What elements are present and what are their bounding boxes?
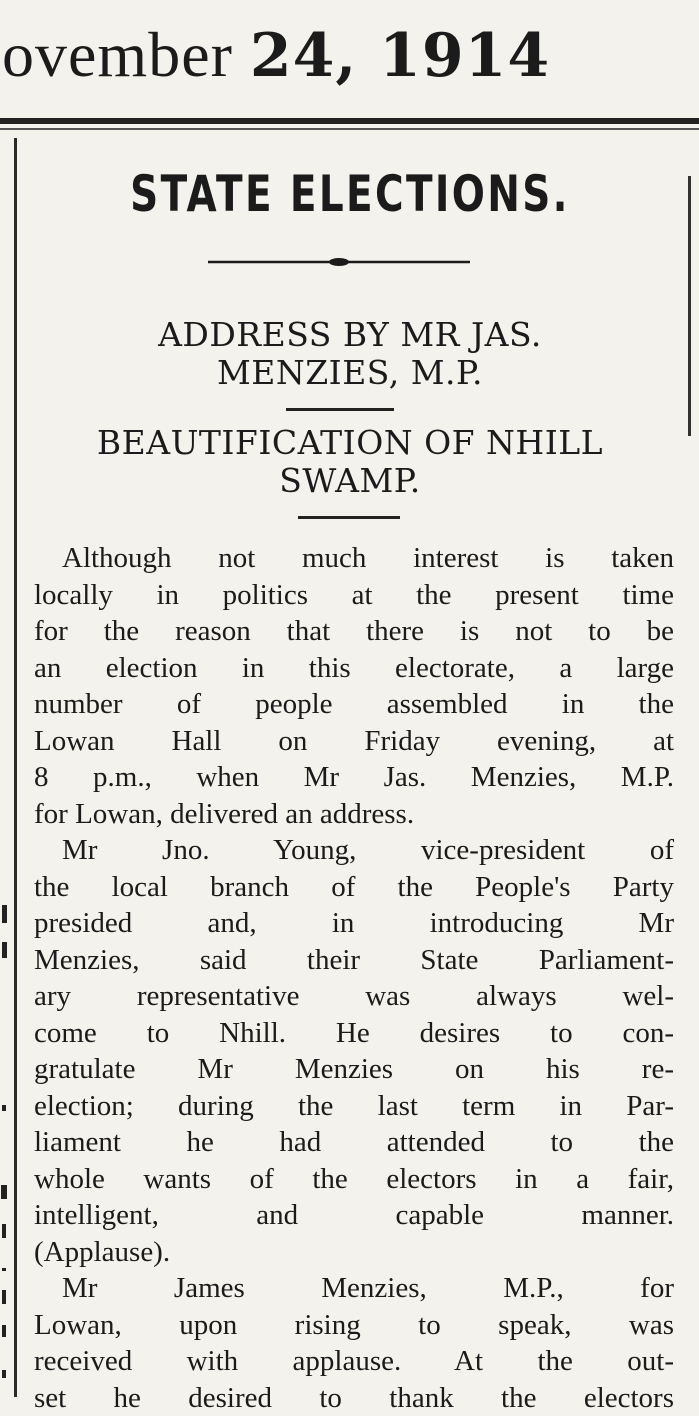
text-line: the local branch of the People's Party <box>34 869 674 906</box>
text-line: intelligent, and capable manner. <box>34 1197 674 1234</box>
text-line: number of people assembled in the <box>34 686 674 723</box>
text-line: (Applause). <box>34 1234 674 1271</box>
column-divider-left <box>14 138 17 1397</box>
text-line: presided and, in introducing Mr <box>34 905 674 942</box>
subheading-beautification-line: SWAMP. <box>40 462 660 500</box>
article-body <box>34 540 674 1416</box>
text-line: come to Nhill. He desires to con- <box>34 1015 674 1052</box>
date-day-year: 24, 1914 <box>250 21 550 91</box>
text-line: an election in this electorate, a large <box>34 650 674 687</box>
text-line: Mr Jno. Young, vice-president of <box>34 832 674 869</box>
column-divider-right <box>688 176 691 436</box>
subheading-beautification-line: BEAUTIFICATION OF NHILL <box>40 424 660 462</box>
article-headline: STATE ELECTIONS. <box>100 165 599 223</box>
subheading-address <box>40 316 660 392</box>
text-line: election; during the last term in Par- <box>34 1088 674 1125</box>
text-line: locally in politics at the present time <box>34 577 674 614</box>
text-line: set he desired to thank the electors <box>34 1380 674 1416</box>
masthead-date <box>2 18 692 92</box>
paragraph-1 <box>34 540 674 832</box>
text-line: Lowan Hall on Friday evening, at <box>34 723 674 760</box>
text-line: Mr James Menzies, M.P., for <box>34 1270 674 1307</box>
text-line: Lowan, upon rising to speak, was <box>34 1307 674 1344</box>
subheading-address-line: ADDRESS BY MR JAS. <box>40 316 660 354</box>
masthead-rule-thin <box>0 128 699 130</box>
section-rule <box>298 516 400 519</box>
text-line: Menzies, said their State Parliament- <box>34 942 674 979</box>
text-line: liament he had attended to the <box>34 1124 674 1161</box>
section-rule <box>286 408 394 411</box>
text-line: 8 p.m., when Mr Jas. Menzies, M.P. <box>34 759 674 796</box>
text-line: whole wants of the electors in a fair, <box>34 1161 674 1198</box>
masthead-rule <box>0 118 699 124</box>
date-month-fragment: ovember <box>2 19 250 90</box>
text-line: received with applause. At the out- <box>34 1343 674 1380</box>
text-line: gratulate Mr Menzies on his re- <box>34 1051 674 1088</box>
text-line: for the reason that there is not to be <box>34 613 674 650</box>
paragraph-2 <box>34 832 674 1270</box>
text-line: ary representative was always wel- <box>34 978 674 1015</box>
headline-ornament-rule <box>208 256 470 268</box>
paragraph-3 <box>34 1270 674 1416</box>
text-line: for Lowan, delivered an address. <box>34 796 674 833</box>
text-line: Although not much interest is taken <box>34 540 674 577</box>
subheading-address-line: MENZIES, M.P. <box>40 354 660 392</box>
subheading-beautification <box>40 424 660 500</box>
